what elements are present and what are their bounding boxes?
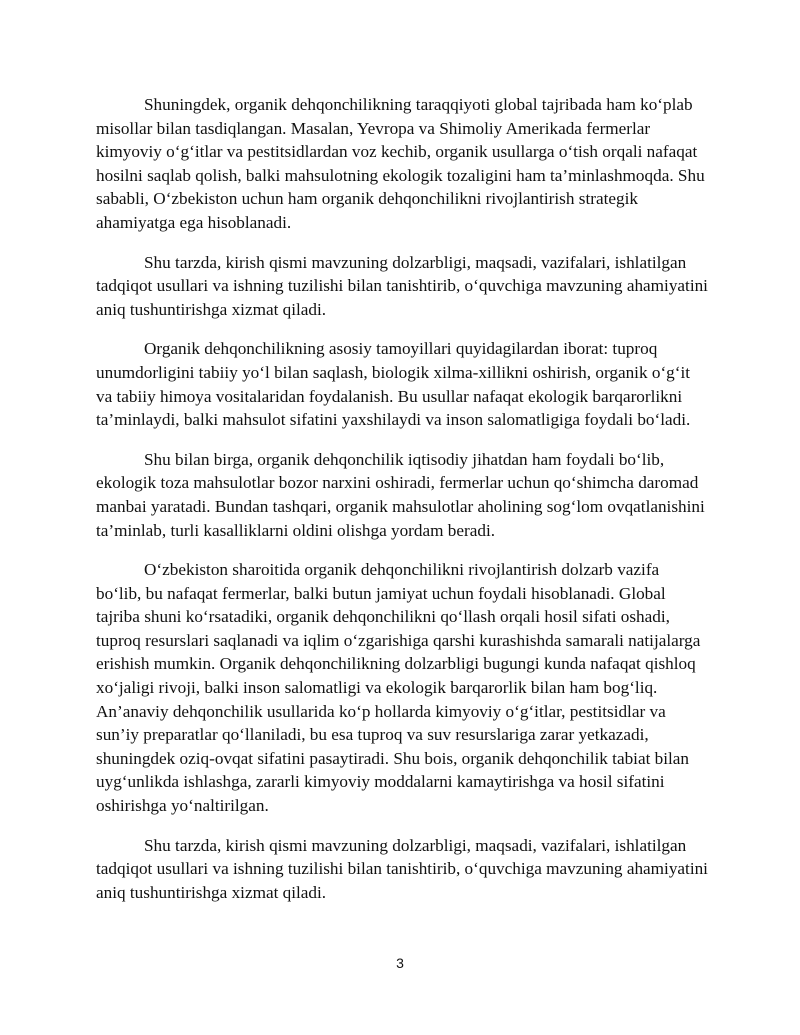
page-number: 3	[396, 955, 404, 971]
paragraph-3: Organik dehqonchilikning asosiy tamoyillari quyidagilardan iborat: tuproq unumdorligini tabiiy yo‘l bilan saqlash, biologik xilma-xillikni oshirish, organik o‘g‘it va tabiiy himoya vositalaridan foydalanish. Bu usullar nafaqat ekologik barqarorlikni ta’minlaydi, balki mahsulot sifatini yaxshilaydi va inson salomatligiga foydali bo‘ladi.	[96, 339, 691, 430]
paragraph-5: O‘zbekiston sharoitida organik dehqonchilikni rivojlantirish dolzarb vazifa bo‘lib, bu nafaqat fermerlar, balki butun jamiyat uchun foydali hisoblanadi. Global tajriba shuni ko‘rsatadiki, organik dehqonchilikni qo‘llash orqali hosil sifati oshadi, tuproq resurslari saqlanadi va iqlim o‘zgarishiga qarshi kurashishda samarali natijalarga erishish mumkin. Organik dehqonchilikning dolzarbligi bugungi kunda nafaqat qishloq xo‘jaligi rivoji, balki inson salomatligi va ekologik barqarorlik bilan ham bog‘liq. An’anaviy dehqonchilik usullarida ko‘p hollarda kimyoviy o‘g‘itlar, pestitsidlar va sun’iy preparatlar qo‘llaniladi, bu esa tuproq va suv resurslariga zarar yetkazadi, shuningdek oziq-ovqat sifatini pasaytiradi. Shu bois, organik dehqonchilik tabiat bilan uyg‘unlikda ishlashga, zararli kimyoviy moddalarni kamaytirishga va hosil sifatini oshirishga yo‘naltirilgan.	[96, 560, 701, 816]
paragraph-6: Shu tarzda, kirish qismi mavzuning dolzarbligi, maqsadi, vazifalari, ishlatilgan tadqiqot usullari va ishning tuzilishi bilan tanishtirib, o‘quvchiga mavzuning ahamiyatini aniq tushuntirishga xizmat qiladi.	[96, 835, 708, 902]
paragraph-2: Shu tarzda, kirish qismi mavzuning dolzarbligi, maqsadi, vazifalari, ishlatilgan tadqiqot usullari va ishning tuzilishi bilan tanishtirib, o‘quvchiga mavzuning ahamiyatini aniq tushuntirishga xizmat qiladi.	[96, 252, 708, 319]
body-text	[96, 93, 708, 920]
paragraph-4: Shu bilan birga, organik dehqonchilik iqtisodiy jihatdan ham foydali bo‘lib, ekologik toza mahsulotlar bozor narxini oshiradi, fermerlar uchun qo‘shimcha daromad manbai yaratadi. Bundan tashqari, organik mahsulotlar aholining sog‘lom ovqatlanishini ta’minlab, turli kasalliklarni oldini olishga yordam beradi.	[96, 449, 705, 540]
paragraph-1: Shuningdek, organik dehqonchilikning taraqqiyoti global tajribada ham ko‘plab misollar bilan tasdiqlangan. Masalan, Yevropa va Shimoliy Amerikada fermerlar kimyoviy o‘g‘itlar va pestitsidlardan voz kechib, organik usullarga o‘tish orqali nafaqat hosilni saqlab qolish, balki mahsulotning ekologik tozaligini ham ta’minlashmoqda. Shu sababli, O‘zbekiston uchun ham organik dehqonchilikni rivojlantirish strategik ahamiyatga ega hisoblanadi.	[96, 95, 705, 232]
